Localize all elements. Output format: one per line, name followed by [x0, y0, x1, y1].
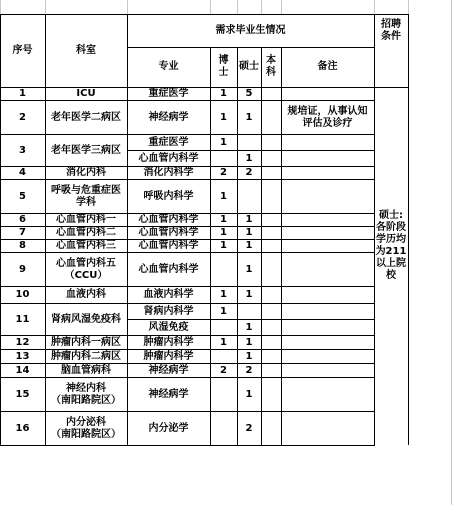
sheet-gridline — [374, 0, 375, 14]
row-bachelor — [261, 214, 281, 226]
header-seq: 序号 — [12, 44, 33, 56]
row-major: 肾病内科学 — [143, 305, 194, 317]
row-bachelor — [261, 378, 281, 411]
row-seq: 3 — [19, 144, 26, 156]
row-phd: 1 — [220, 227, 227, 238]
row-phd: 1 — [220, 88, 227, 99]
sheet-gridline — [261, 0, 262, 14]
row-dept: 脑血管病科 — [61, 364, 111, 376]
row-major: 神经病学 — [148, 388, 189, 400]
table-top-border — [0, 14, 409, 15]
row-major: 心血管内科学 — [138, 240, 199, 251]
row-remark — [281, 253, 374, 286]
row-master: 2 — [245, 364, 253, 376]
row-bachelor — [261, 180, 281, 213]
grid-line — [237, 47, 238, 445]
row-seq: 13 — [15, 350, 30, 362]
row-remark — [281, 320, 374, 335]
row-phd — [210, 320, 237, 335]
row-bachelor — [261, 304, 281, 319]
row-major: 肿瘤内科学 — [143, 336, 194, 348]
row-major: 肿瘤内科学 — [143, 350, 194, 362]
row-phd — [210, 151, 237, 166]
row-bachelor — [261, 350, 281, 363]
row-master: 1 — [245, 263, 253, 275]
row-remark — [281, 412, 374, 445]
sheet-gridline — [45, 0, 46, 14]
row-major: 重症医学 — [148, 136, 189, 148]
row-dept: 神经内科 （南阳路院区） — [51, 382, 121, 406]
row-bachelor — [261, 135, 281, 150]
row-bachelor — [261, 336, 281, 349]
row-seq: 6 — [19, 214, 26, 225]
sheet-gridline — [210, 0, 211, 14]
row-seq: 15 — [15, 388, 30, 400]
row-remark — [281, 240, 374, 252]
header-demand: 需求毕业生情况 — [215, 24, 286, 36]
row-seq: 16 — [15, 422, 30, 434]
sheet-gridline — [281, 0, 282, 14]
row-master: 1 — [245, 111, 253, 123]
row-bachelor — [261, 364, 281, 377]
row-phd: 1 — [220, 214, 227, 225]
row-remark — [281, 151, 374, 166]
row-phd: 1 — [220, 190, 227, 202]
row-major: 神经病学 — [148, 111, 189, 123]
row-seq: 9 — [19, 263, 26, 275]
row-dept: 肾病风湿免疫科 — [51, 313, 121, 325]
header-recruit-condition: 招聘 条件 — [381, 18, 401, 42]
header-remark: 备注 — [317, 61, 338, 72]
row-master: 1 — [245, 214, 253, 225]
row-master: 1 — [245, 321, 253, 333]
row-master — [237, 135, 261, 150]
row-master: 1 — [245, 350, 253, 362]
row-bachelor — [261, 101, 281, 134]
row-phd: 1 — [220, 336, 227, 348]
header-split-line — [127, 47, 375, 48]
table-right-border — [408, 14, 409, 445]
row-master: 1 — [245, 227, 253, 238]
row-remark — [281, 227, 374, 239]
table-left-border — [0, 14, 1, 445]
row-dept: 血液内科 — [66, 289, 106, 300]
row-master: 1 — [245, 240, 253, 251]
row-major: 心血管内科学 — [138, 214, 199, 225]
row-phd — [210, 350, 237, 363]
sheet-gridline — [127, 0, 128, 14]
row-dept: 心血管内科一 — [56, 214, 116, 225]
row-dept: 肿瘤内科一病区 — [51, 336, 121, 348]
row-major: 心血管内科学 — [138, 152, 199, 164]
row-remark — [281, 135, 374, 150]
row-major: 血液内科学 — [143, 289, 194, 300]
row-master: 5 — [245, 88, 253, 99]
row-major: 呼吸内科学 — [143, 190, 194, 202]
row-master — [237, 304, 261, 319]
row-master: 1 — [245, 289, 253, 300]
row-bachelor — [261, 240, 281, 252]
row-seq: 11 — [15, 313, 30, 325]
row-bachelor — [261, 320, 281, 335]
grid-line — [210, 47, 211, 445]
row-master: 1 — [245, 152, 253, 164]
grid-line — [374, 14, 375, 445]
row-master: 1 — [245, 336, 253, 348]
row-remark: 规培证，从事认知 评估及诊疗 — [287, 105, 368, 129]
row-seq: 10 — [15, 289, 30, 300]
row-major: 心血管内科学 — [138, 227, 199, 238]
row-master: 2 — [245, 167, 253, 178]
row-major: 消化内科学 — [143, 167, 194, 178]
row-remark — [281, 214, 374, 226]
row-major: 心血管内科学 — [138, 263, 199, 275]
row-bachelor — [261, 253, 281, 286]
sheet-gridline — [237, 0, 238, 14]
row-phd: 1 — [220, 136, 227, 148]
row-phd — [210, 412, 237, 445]
row-major: 内分泌学 — [148, 422, 189, 434]
row-dept: 心血管内科二 — [56, 227, 116, 238]
row-phd: 2 — [220, 364, 227, 376]
row-dept: 老年医学三病区 — [51, 144, 121, 156]
row-remark — [281, 167, 374, 179]
row-seq: 12 — [15, 336, 30, 348]
row-dept: ICU — [76, 88, 96, 99]
sheet-gridline — [408, 0, 409, 14]
row-dept: 心血管内科三 — [56, 240, 116, 251]
row-phd: 1 — [220, 305, 227, 317]
row-remark — [281, 304, 374, 319]
row-master: 2 — [245, 422, 253, 434]
row-bachelor — [261, 227, 281, 239]
row-dept: 老年医学二病区 — [51, 111, 121, 123]
row-dept: 肿瘤内科二病区 — [51, 350, 121, 362]
row-major: 风湿免疫 — [148, 321, 189, 333]
row-seq: 5 — [19, 190, 26, 202]
row-bachelor — [261, 412, 281, 445]
header-phd: 博 士 — [218, 55, 229, 78]
row-remark — [281, 364, 374, 377]
row-bachelor — [261, 88, 281, 100]
row-phd — [210, 378, 237, 411]
sheet-gridline — [0, 0, 1, 14]
row-bachelor — [261, 287, 281, 303]
row-seq: 7 — [19, 227, 26, 238]
row-major: 神经病学 — [148, 364, 189, 376]
row-remark — [281, 88, 374, 100]
row-master — [237, 180, 261, 213]
header-dept: 科室 — [76, 44, 96, 56]
row-bachelor — [261, 167, 281, 179]
grid-line — [127, 14, 128, 445]
grid-line — [261, 47, 262, 445]
row-seq: 4 — [19, 167, 26, 178]
row-phd: 2 — [220, 167, 227, 178]
grid-line — [281, 47, 282, 445]
header-master: 硕士 — [239, 61, 259, 72]
row-master: 1 — [245, 388, 253, 400]
row-line — [0, 445, 375, 446]
header-major: 专业 — [158, 61, 179, 72]
row-dept: 消化内科 — [66, 167, 106, 178]
row-remark — [281, 378, 374, 411]
grid-line — [45, 14, 46, 445]
row-phd: 1 — [220, 240, 227, 251]
row-seq: 14 — [15, 364, 30, 376]
row-phd: 1 — [220, 289, 227, 300]
row-dept: 心血管内科五 （CCU） — [56, 257, 116, 281]
row-seq: 1 — [19, 88, 26, 99]
row-remark — [281, 336, 374, 349]
row-major: 重症医学 — [148, 88, 189, 99]
row-dept: 内分泌科 （南阳路院区） — [51, 416, 121, 440]
row-phd: 1 — [220, 111, 227, 123]
row-remark — [281, 350, 374, 363]
row-seq: 8 — [19, 240, 26, 251]
row-remark — [281, 180, 374, 213]
row-dept: 呼吸与危重症医 学科 — [51, 184, 121, 208]
row-phd — [210, 253, 237, 286]
row-bachelor — [261, 151, 281, 166]
row-seq: 2 — [19, 111, 26, 123]
recruit-condition-text: 硕士: 各阶段 学历均 为211 以上院 校 — [375, 210, 407, 281]
header-bachelor: 本 科 — [266, 55, 276, 78]
row-remark — [281, 287, 374, 303]
